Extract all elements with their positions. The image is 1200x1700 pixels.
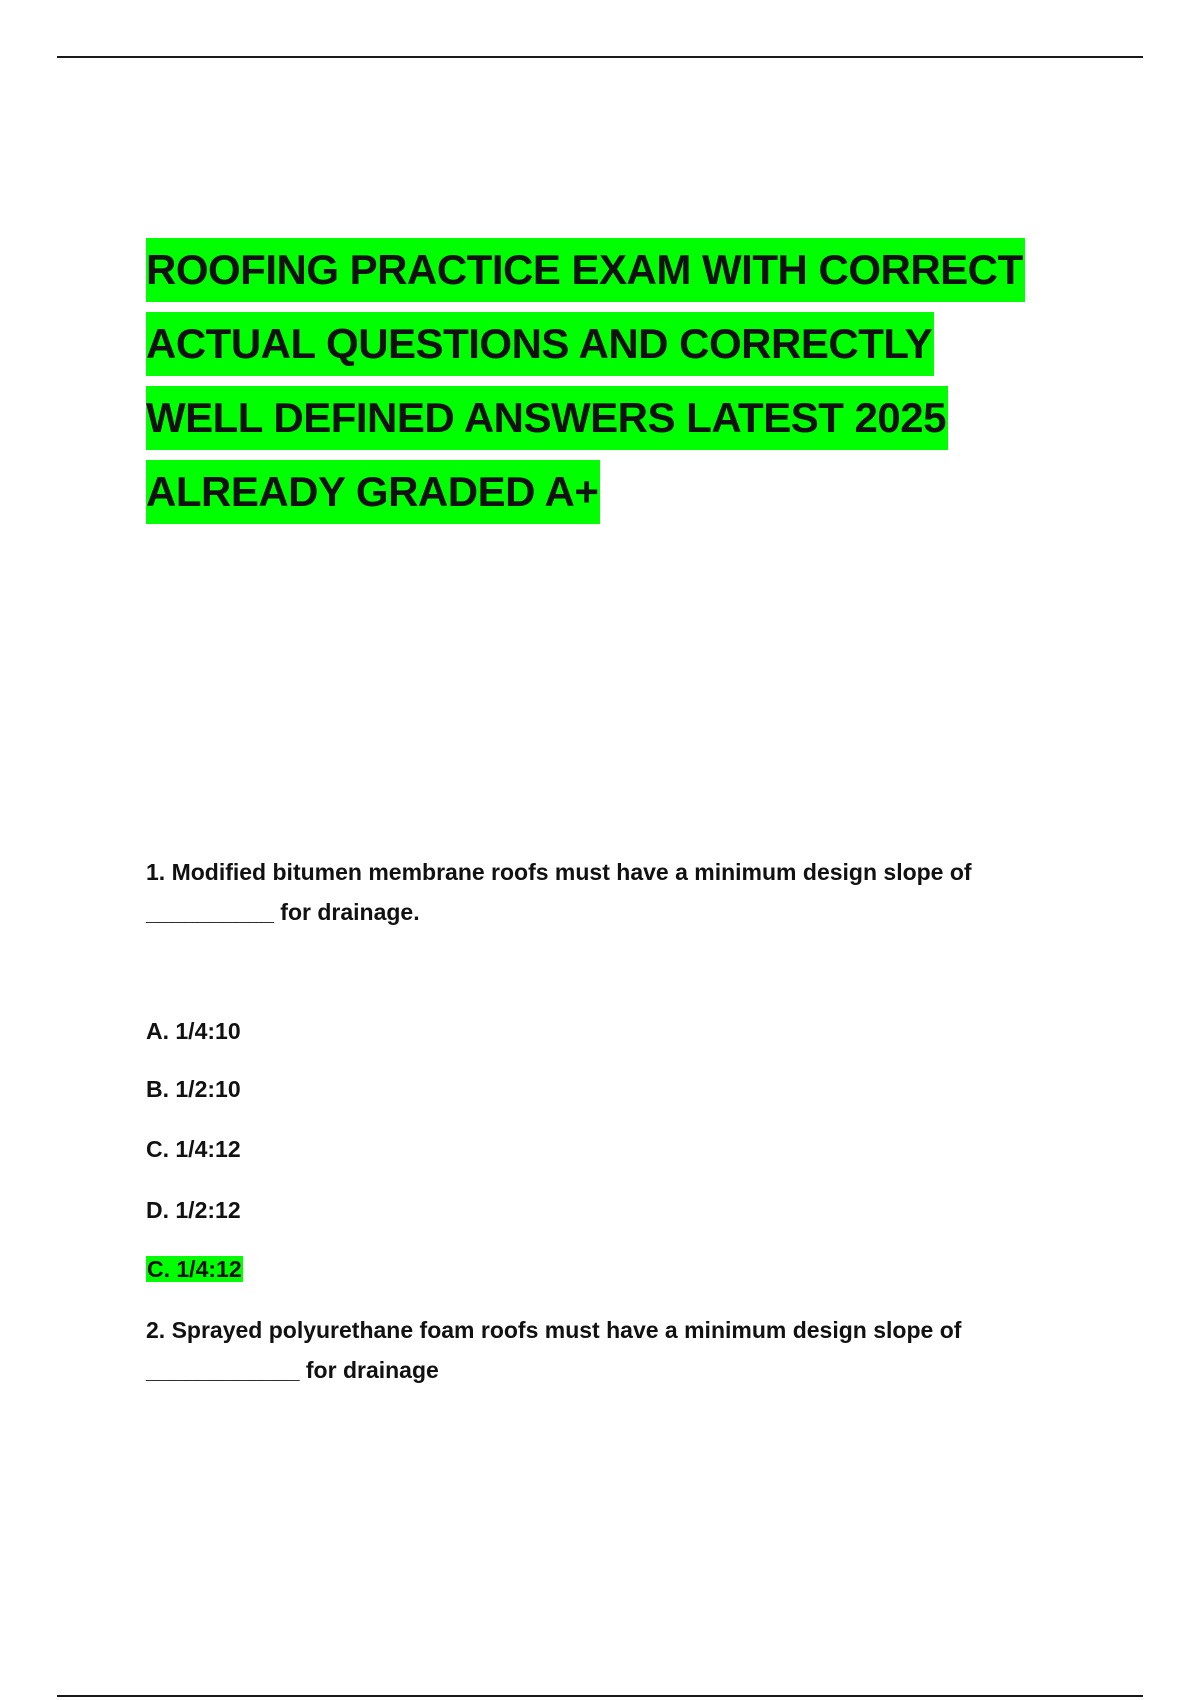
- document-title: [146, 238, 1106, 534]
- title-line-text: ALREADY GRADED A+: [146, 460, 600, 524]
- title-line-text: ACTUAL QUESTIONS AND CORRECTLY: [146, 312, 934, 376]
- question-1-answer-text: C. 1/4:12: [147, 1256, 242, 1282]
- bottom-rule: [57, 1695, 1143, 1697]
- title-line: [146, 386, 1106, 460]
- question-1-option-a: A. 1/4:10: [146, 1018, 241, 1044]
- title-line: [146, 312, 1106, 386]
- question-1-answer: [146, 1252, 243, 1286]
- top-rule: [57, 56, 1143, 58]
- question-2-text: 2. Sprayed polyurethane foam roofs must have a minimum design slope of ____________ for drainage: [146, 1317, 962, 1383]
- title-line: [146, 238, 1106, 312]
- question-1-option-c: C. 1/4:12: [146, 1136, 241, 1162]
- title-line: [146, 460, 1106, 534]
- question-1-option-d: D. 1/2:12: [146, 1197, 241, 1223]
- question-1-option-b: B. 1/2:10: [146, 1076, 241, 1102]
- title-line-text: ROOFING PRACTICE EXAM WITH CORRECT: [146, 238, 1025, 302]
- title-line-text: WELL DEFINED ANSWERS LATEST 2025: [146, 386, 948, 450]
- question-1-text: 1. Modified bitumen membrane roofs must have a minimum design slope of __________ for drainage.: [146, 859, 972, 925]
